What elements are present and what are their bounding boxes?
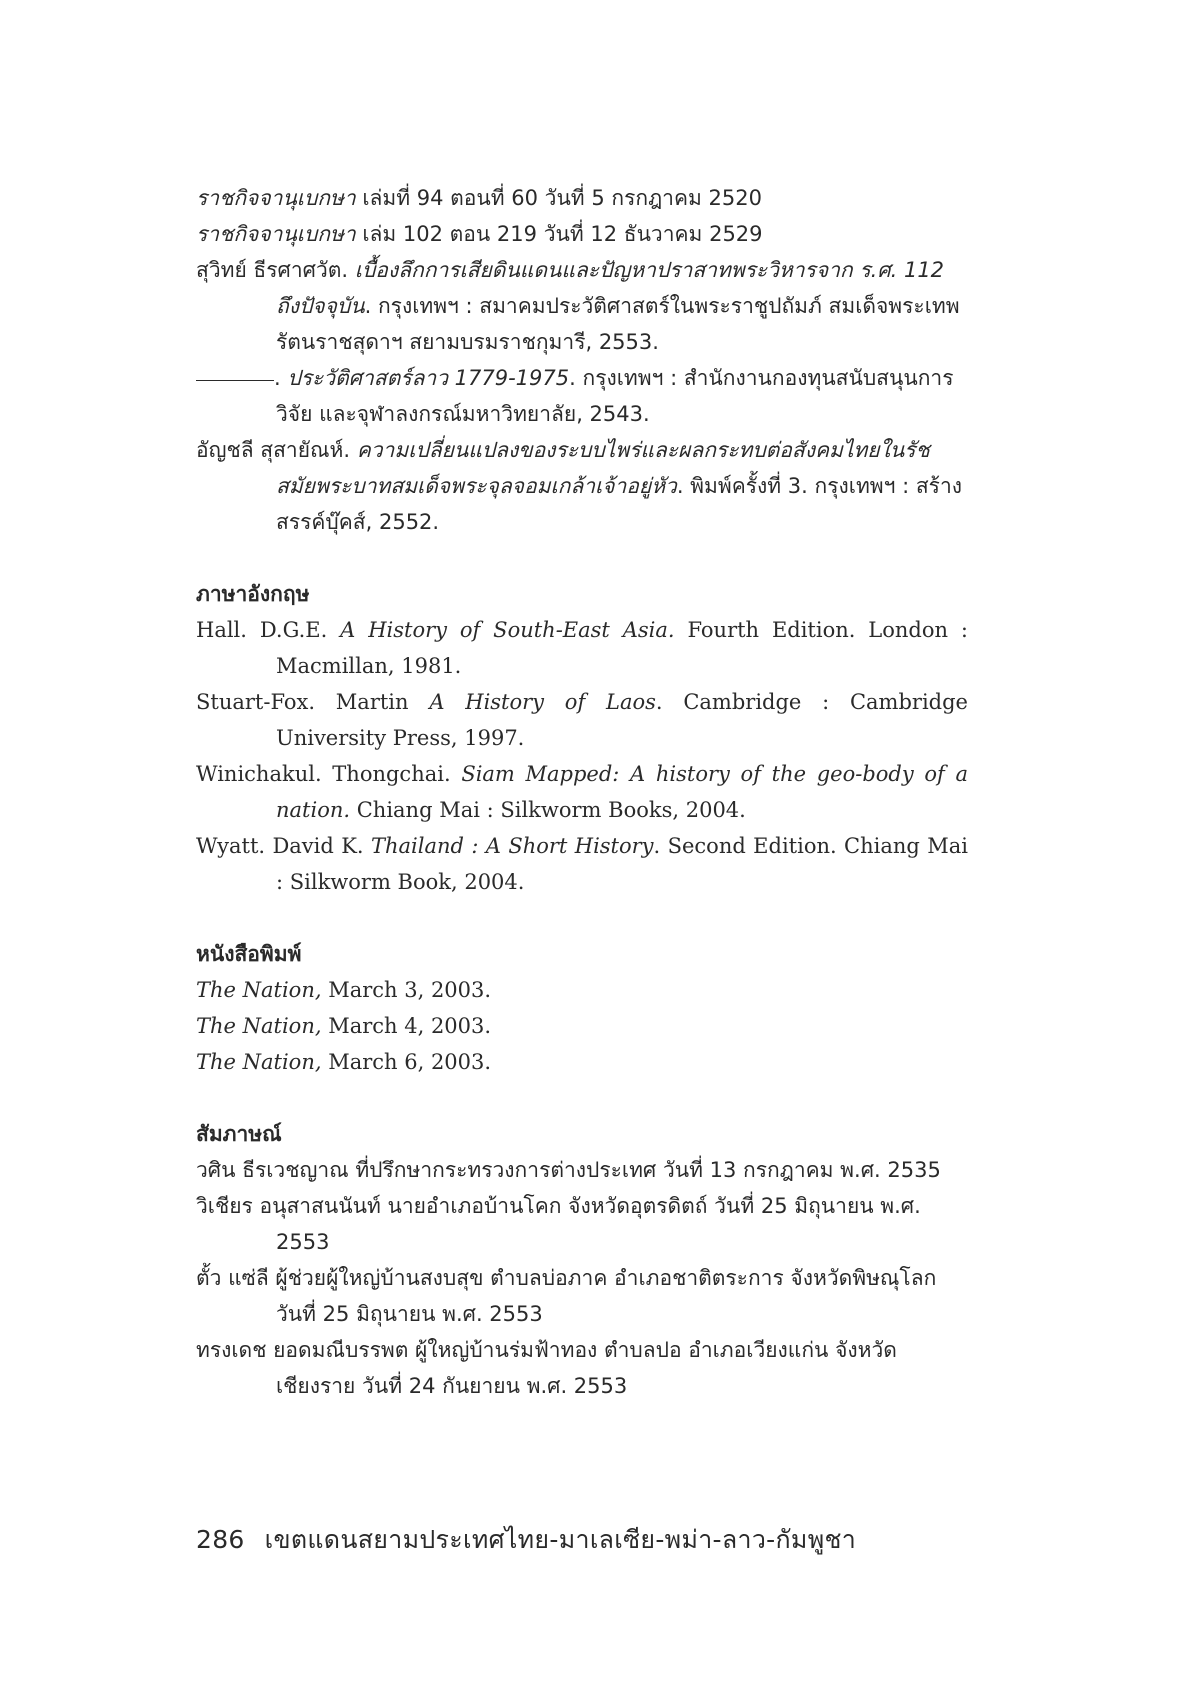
reference-title: ประวัติศาสตร์ลาว 1779-1975 (287, 366, 570, 390)
newspaper-entry (196, 1008, 968, 1044)
section-heading-english: ภาษาอังกฤษ (196, 582, 310, 606)
english-references (196, 612, 968, 900)
reference-details: เล่ม 102 ตอน 219 วันที่ 12 ธันวาคม 2529 (355, 222, 763, 246)
reference-details: Fourth Edition. London : Macmillan, 1981. (276, 618, 968, 678)
thai-references (196, 180, 968, 540)
newspaper-references (196, 972, 968, 1080)
newspaper-title: The Nation, (196, 1014, 322, 1038)
reference-author: Wyatt. David K. (196, 834, 371, 858)
reference-author: Stuart-Fox. Martin (196, 690, 430, 714)
interview-entry: วศิน ธีรเวชญาณ ที่ปรึกษากระทรวงการต่างประเทศ วันที่ 13 กรกฎาคม พ.ศ. 2535 (196, 1158, 941, 1182)
reference-details: . พิมพ์ครั้งที่ 3. กรุงเทพฯ : สร้างสรรค์บุ๊คส์, 2552. (276, 474, 962, 534)
reference-details: . Cambridge : Cambridge University Press, 1997. (276, 690, 968, 750)
reference-author: อัญชลี สุสายัณห์. (196, 438, 357, 462)
newspaper-date: March 6, 2003. (321, 1050, 492, 1074)
interview-references (196, 1152, 968, 1404)
reference-entry (196, 756, 968, 828)
reference-title: Siam Mapped: A history of the geo-body of a nation. (276, 762, 968, 822)
reference-details: Chiang Mai : Silkworm Books, 2004. (350, 798, 746, 822)
reference-title: ราชกิจจานุเบกษา (196, 186, 356, 210)
reference-entry (196, 360, 968, 432)
interview-entry: ตั้ว แซ่ลี ผู้ช่วยผู้ใหญ่บ้านสงบสุข ตำบลบ่อภาค อำเภอชาติตระการ จังหวัดพิษณุโลก วันที่ 25 มิถุนายน พ.ศ. 2553 (196, 1266, 937, 1326)
reference-separator: . (274, 366, 288, 390)
reference-entry (196, 216, 968, 252)
reference-author: Winichakul. Thongchai. (196, 762, 462, 786)
reference-details: . กรุงเทพฯ : สำนักงานกองทุนสนับสนุนการวิจัย และจุฬาลงกรณ์มหาวิทยาลัย, 2543. (276, 366, 954, 426)
reference-details: เล่มที่ 94 ตอนที่ 60 วันที่ 5 กรกฎาคม 2520 (355, 186, 762, 210)
newspaper-title: The Nation, (196, 1050, 322, 1074)
page-footer (196, 1520, 856, 1560)
running-title: เขตแดนสยามประเทศไทย-มาเลเซีย-พม่า-ลาว-กัมพูชา (264, 1525, 857, 1554)
reference-author: สุวิทย์ ธีรศาศวัต. (196, 258, 355, 282)
reference-entry (196, 180, 968, 216)
same-author-rule (196, 380, 274, 381)
reference-title: A History of South-East Asia. (340, 618, 675, 642)
newspaper-entry (196, 1044, 968, 1080)
page-number: 286 (196, 1525, 245, 1554)
section-heading-newspaper: หนังสือพิมพ์ (196, 942, 302, 966)
newspaper-date: March 4, 2003. (321, 1014, 492, 1038)
reference-entry (196, 252, 968, 360)
reference-title: เบื้องลึกการเสียดินแดนและปัญหาปราสาทพระวิหารจาก ร.ศ. 112 ถึงปัจจุบัน (276, 258, 945, 318)
reference-details: . Second Edition. Chiang Mai : Silkworm Book, 2004. (276, 834, 968, 894)
section-heading-interview: สัมภาษณ์ (196, 1122, 282, 1146)
reference-author: Hall. D.G.E. (196, 618, 341, 642)
interview-entry: วิเชียร อนุสาสนนันท์ นายอำเภอบ้านโคก จังหวัดอุตรดิตถ์ วันที่ 25 มิถุนายน พ.ศ. 2553 (196, 1194, 921, 1254)
reference-title: A History of Laos (429, 690, 656, 714)
newspaper-title: The Nation, (196, 978, 322, 1002)
newspaper-date: March 3, 2003. (321, 978, 492, 1002)
reference-entry (196, 828, 968, 900)
reference-entry (196, 432, 968, 540)
reference-title: ความเปลี่ยนแปลงของระบบไพร่และผลกระทบต่อสังคมไทยในรัชสมัยพระบาทสมเด็จพระจุลจอมเกล้าเจ้าอยู่หัว (276, 438, 930, 498)
newspaper-entry (196, 972, 968, 1008)
bibliography (196, 180, 968, 1404)
reference-details: . กรุงเทพฯ : สมาคมประวัติศาสตร์ในพระราชูปถัมภ์ สมเด็จพระเทพรัตนราชสุดาฯ สยามบรมราชกุมารี, 2553. (276, 294, 960, 354)
reference-title: Thailand : A Short History (370, 834, 654, 858)
reference-entry (196, 684, 968, 756)
interview-entry: ทรงเดช ยอดมณีบรรพต ผู้ใหญ่บ้านร่มฟ้าทอง ตำบลปอ อำเภอเวียงแก่น จังหวัดเชียงราย วันที่ 24 กันยายน พ.ศ. 2553 (196, 1338, 897, 1398)
reference-title: ราชกิจจานุเบกษา (196, 222, 356, 246)
reference-entry (196, 612, 968, 684)
